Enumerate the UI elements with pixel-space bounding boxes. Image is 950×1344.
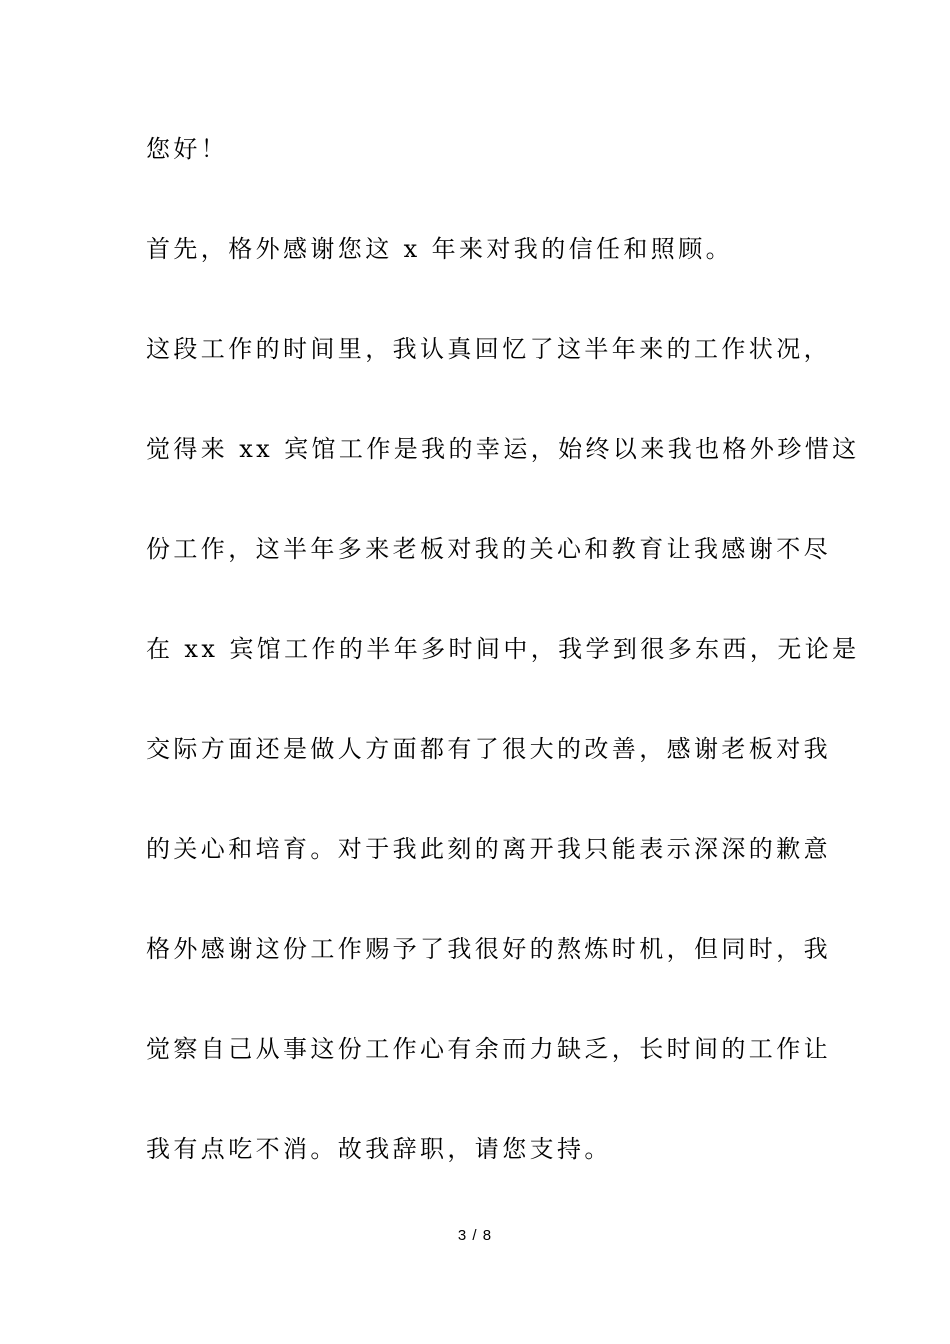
text-line-6: 交际方面还是做人方面都有了很大的改善，感谢老板对我 [146,735,831,763]
text-line-9: 觉察自己从事这份工作心有余而力缺乏，长时间的工作让 [146,1035,831,1063]
text-line-5: 在 xx 宾馆工作的半年多时间中，我学到很多东西，无论是 [146,635,860,663]
greeting-line: 您好！ [146,135,229,163]
text-line-4: 份工作，这半年多来老板对我的关心和教育让我感谢不尽 [146,535,831,563]
text-line-1: 首先，格外感谢您这 x 年来对我的信任和照顾。 [146,235,733,263]
text-line-10: 我有点吃不消。故我辞职，请您支持。 [146,1135,612,1163]
page-number: 3 / 8 [457,1227,493,1244]
text-line-7: 的关心和培育。对于我此刻的离开我只能表示深深的歉意 [146,835,831,863]
text-line-2: 这段工作的时间里，我认真回忆了这半年来的工作状况， [146,335,831,363]
text-line-8: 格外感谢这份工作赐予了我很好的熬炼时机，但同时，我 [146,935,831,963]
text-line-3: 觉得来 xx 宾馆工作是我的幸运，始终以来我也格外珍惜这 [146,435,860,463]
